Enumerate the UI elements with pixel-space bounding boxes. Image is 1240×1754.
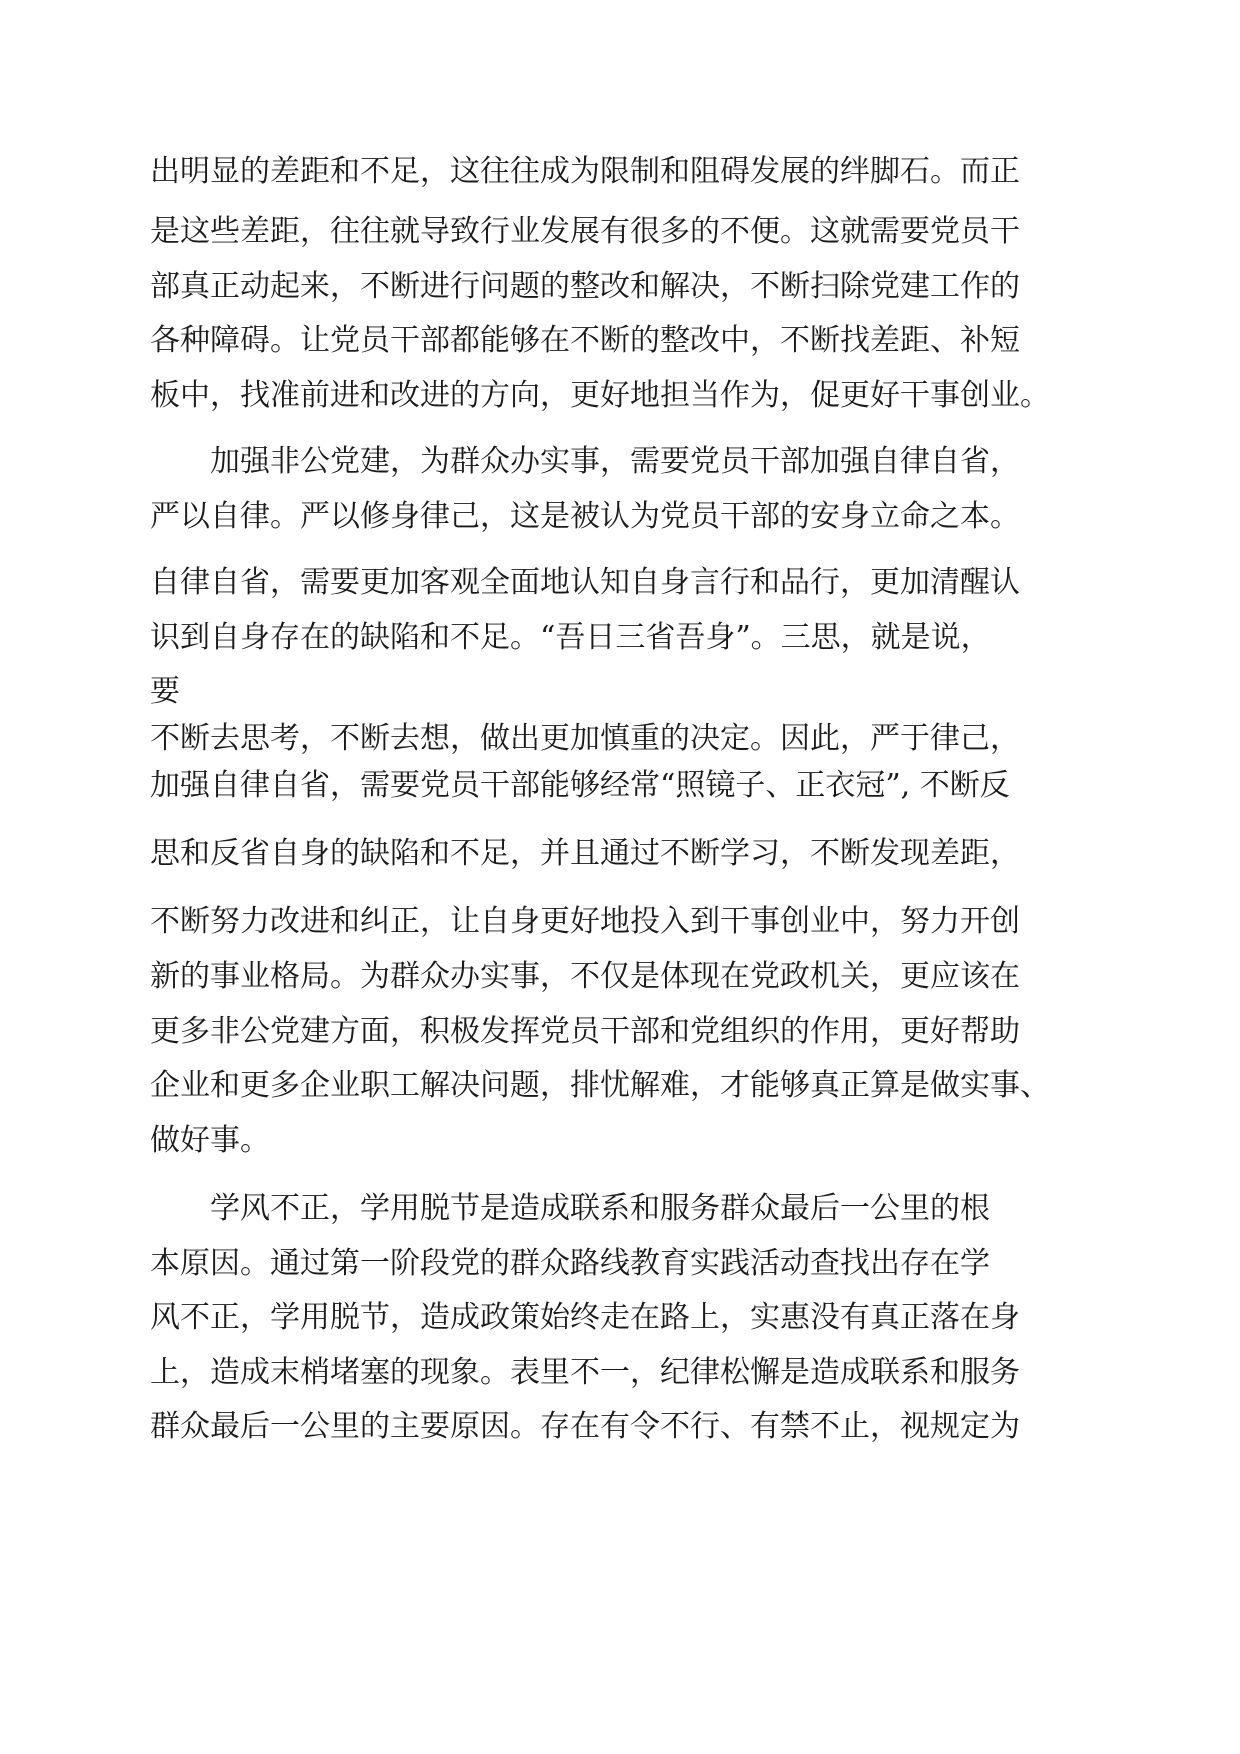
text-line: 不断去思考，不断去想，做出更加慎重的决定。因此，严于律己， (150, 721, 1020, 756)
text-line: 风不正，学用脱节，造成政策始终走在路上，实惠没有真正落在身 (150, 1300, 1020, 1335)
text-line: 部真正动起来，不断进行问题的整改和解决，不断扫除党建工作的 (150, 269, 1020, 304)
text-line: 新的事业格局。为群众办实事，不仅是体现在党政机关，更应该在 (150, 959, 1020, 994)
text-line: 加强自律自省，需要党员干部能够经常“照镜子、正衣冠”, 不断反 (150, 768, 1010, 803)
text-line: 上，造成末梢堵塞的现象。表里不一，纪律松懈是造成联系和服务 (150, 1355, 1020, 1390)
text-line: 板中，找准前进和改进的方向，更好地担当作为，促更好干事创业。 (150, 378, 1050, 413)
text-line: 识到自身存在的缺陷和不足。“吾日三省吾身”。三思，就是说， (150, 620, 991, 655)
text-line: 是这些差距，往往就导致行业发展有很多的不便。这就需要党员干 (150, 214, 1020, 249)
text-line: 本原因。通过第一阶段党的群众路线教育实践活动查找出存在学 (150, 1246, 990, 1281)
text-line: 不断努力改进和纠正，让自身更好地投入到干事创业中，努力开创 (150, 904, 1020, 939)
text-line: 思和反省自身的缺陷和不足，并且通过不断学习，不断发现差距， (150, 836, 1020, 871)
text-line: 做好事。 (150, 1123, 270, 1158)
text-line: 更多非公党建方面，积极发挥党员干部和党组织的作用，更好帮助 (150, 1014, 1020, 1049)
text-line: 加强非公党建，为群众办实事，需要党员干部加强自律自省， (210, 444, 1020, 479)
text-line: 自律自省，需要更加客观全面地认知自身言行和品行，更加清醒认 (150, 565, 1020, 600)
text-line: 学风不正，学用脱节是造成联系和服务群众最后一公里的根 (210, 1191, 990, 1226)
text-line: 各种障碍。让党员干部都能够在不断的整改中，不断找差距、补短 (150, 323, 1020, 358)
text-line: 要 (150, 674, 180, 709)
text-line: 出明显的差距和不足，这往往成为限制和阻碍发展的绊脚石。而正 (150, 154, 1020, 189)
text-line: 企业和更多企业职工解决问题，排忧解难，才能够真正算是做实事、 (150, 1068, 1050, 1103)
text-line: 严以自律。严以修身律己，这是被认为党员干部的安身立命之本。 (150, 499, 1020, 534)
text-line: 群众最后一公里的主要原因。存在有令不行、有禁不止，视规定为 (150, 1409, 1020, 1444)
